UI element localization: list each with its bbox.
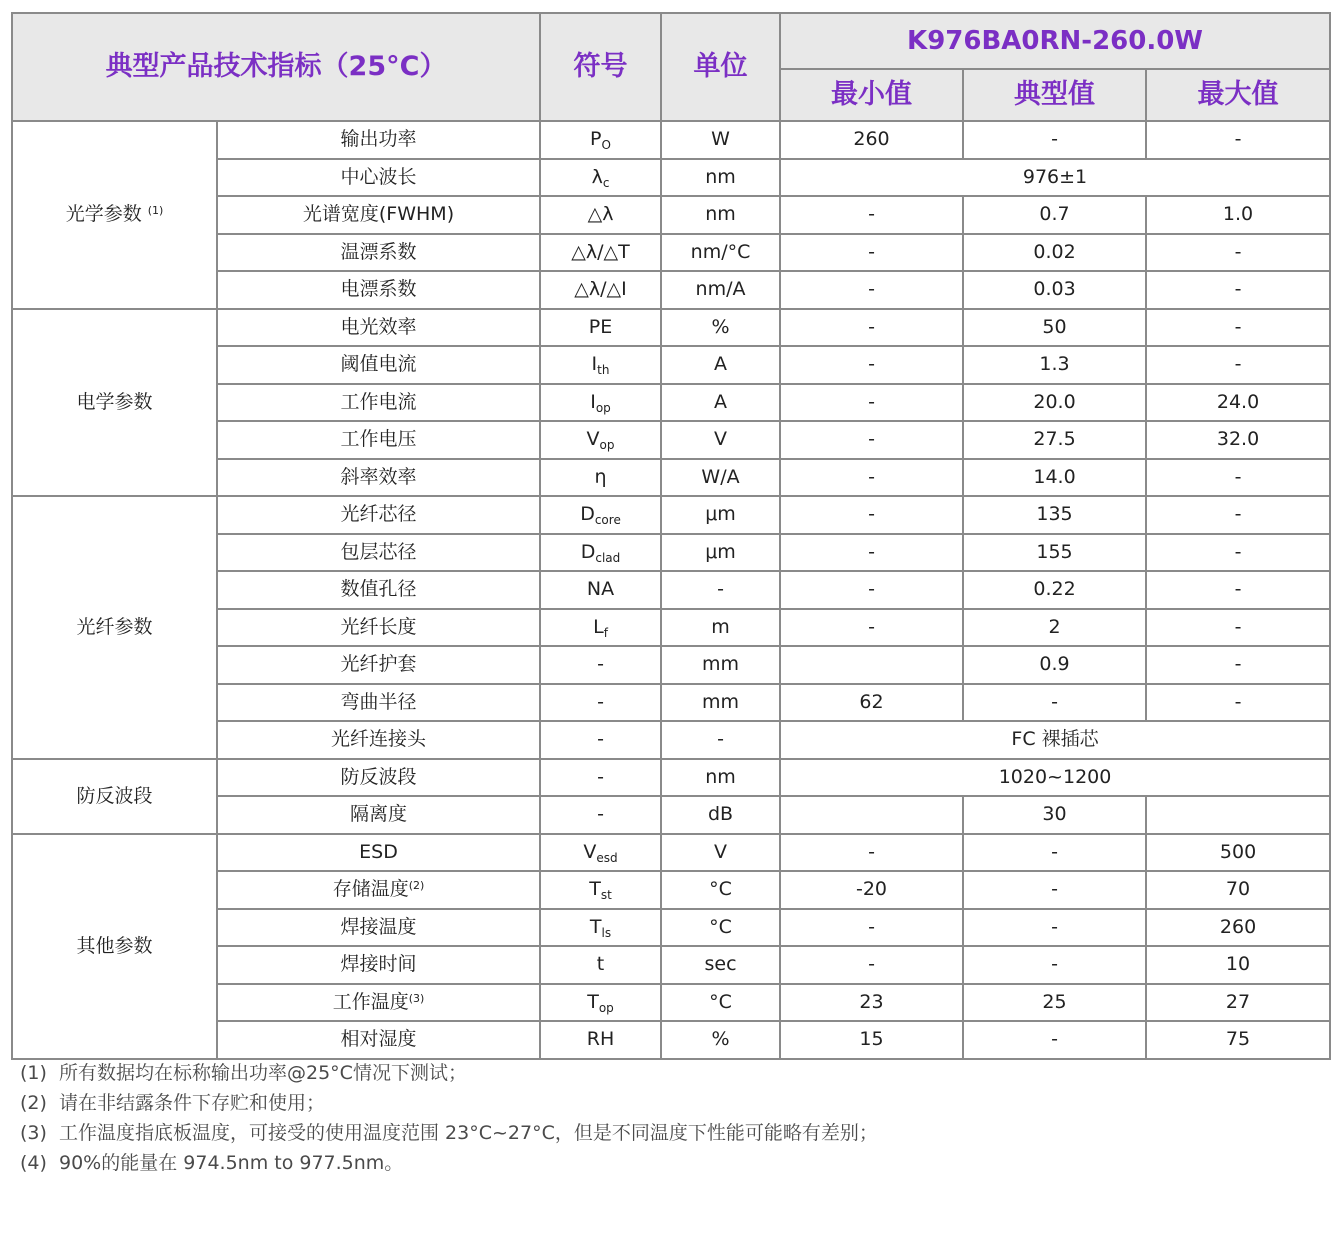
- value-max: 500: [1146, 834, 1330, 872]
- unit: V: [661, 834, 780, 872]
- unit: nm/A: [661, 271, 780, 309]
- value-max: -: [1146, 309, 1330, 347]
- unit: sec: [661, 946, 780, 984]
- param-name: [217, 646, 540, 684]
- symbol: [540, 421, 661, 459]
- symbol: [540, 234, 661, 272]
- value-typ: 27.5: [963, 421, 1146, 459]
- symbol: [540, 159, 661, 197]
- group-label: [12, 834, 217, 1059]
- value-max: -: [1146, 646, 1330, 684]
- value-max: -: [1146, 534, 1330, 572]
- header-min: 最小值: [780, 69, 963, 121]
- symbol-text: η: [594, 465, 607, 488]
- param-text: ESD: [359, 840, 398, 863]
- value-span: FC 裸插芯: [780, 721, 1330, 759]
- param-text: 光纤连接头: [331, 728, 427, 751]
- symbol-text: △λ: [587, 203, 614, 226]
- value-typ: -: [963, 1021, 1146, 1059]
- group-label: [12, 496, 217, 759]
- symbol: [540, 534, 661, 572]
- symbol-text: -: [597, 803, 604, 826]
- value-min: -: [780, 234, 963, 272]
- symbol: [540, 346, 661, 384]
- unit: V: [661, 421, 780, 459]
- value-min: -: [780, 196, 963, 234]
- param-name: [217, 421, 540, 459]
- symbol: [540, 196, 661, 234]
- param-name: [217, 871, 540, 909]
- symbol-text: I: [591, 353, 598, 376]
- footnote: [20, 1088, 878, 1118]
- unit: mm: [661, 646, 780, 684]
- symbol-subscript: esd: [596, 850, 618, 865]
- symbol-text: △λ/△I: [574, 278, 627, 301]
- symbol: [540, 721, 661, 759]
- param-name: [217, 796, 540, 834]
- group-label: [12, 759, 217, 834]
- symbol: [540, 1021, 661, 1059]
- param-name: [217, 684, 540, 722]
- symbol: [540, 571, 661, 609]
- symbol-text: D: [580, 503, 595, 526]
- param-text: 光谱宽度(FWHM): [302, 203, 455, 226]
- symbol-text: L: [593, 615, 604, 638]
- symbol-text: RH: [586, 1028, 615, 1051]
- symbol-text: I: [590, 390, 596, 413]
- symbol-text: T: [589, 915, 602, 938]
- value-max: -: [1146, 571, 1330, 609]
- symbol-subscript: f: [603, 625, 608, 640]
- unit: nm: [661, 759, 780, 797]
- value-typ: 155: [963, 534, 1146, 572]
- param-text: 防反波段: [340, 765, 417, 788]
- unit: °C: [661, 984, 780, 1022]
- value-typ: -: [963, 121, 1146, 159]
- footnote-text: 90%的能量在 974.5nm to 977.5nm。: [59, 1152, 404, 1174]
- value-max: 10: [1146, 946, 1330, 984]
- param-name: [217, 459, 540, 497]
- param-name: [217, 1021, 540, 1059]
- value-max: 70: [1146, 871, 1330, 909]
- value-min: -: [780, 346, 963, 384]
- symbol-text: -: [597, 653, 604, 676]
- param-name: [217, 721, 540, 759]
- footnote: [20, 1118, 878, 1148]
- value-typ: 0.22: [963, 571, 1146, 609]
- param-text: 电光效率: [340, 315, 417, 338]
- value-min: -20: [780, 871, 963, 909]
- symbol: [540, 121, 661, 159]
- param-name: [217, 984, 540, 1022]
- param-text: 中心波长: [340, 165, 417, 188]
- symbol: [540, 834, 661, 872]
- value-max: 75: [1146, 1021, 1330, 1059]
- symbol: [540, 871, 661, 909]
- unit: dB: [661, 796, 780, 834]
- footnote-text: 工作温度指底板温度，可接受的使用温度范围 23°C~27°C，但是不同温度下性能可能略有差别；: [59, 1122, 878, 1144]
- value-min: -: [780, 496, 963, 534]
- footnotes: [20, 1058, 878, 1178]
- table-row: [12, 834, 1330, 872]
- param-name: [217, 384, 540, 422]
- group-name: 防反波段: [76, 784, 153, 807]
- value-min: -: [780, 609, 963, 647]
- symbol-text: D: [580, 540, 596, 563]
- group-label: [12, 121, 217, 309]
- value-min: [780, 646, 963, 684]
- unit: μm: [661, 534, 780, 572]
- symbol-text: V: [583, 840, 597, 863]
- value-min: -: [780, 271, 963, 309]
- param-name: [217, 909, 540, 947]
- value-min: -: [780, 384, 963, 422]
- symbol-subscript: op: [599, 438, 615, 453]
- value-min: 62: [780, 684, 963, 722]
- symbol-text: V: [586, 428, 600, 451]
- param-name: [217, 196, 540, 234]
- unit: °C: [661, 909, 780, 947]
- value-max: -: [1146, 609, 1330, 647]
- value-typ: -: [963, 871, 1146, 909]
- param-text: 阈值电流: [340, 353, 417, 376]
- value-max: -: [1146, 346, 1330, 384]
- param-text: 光纤护套: [340, 653, 417, 676]
- table-body: [12, 121, 1330, 1059]
- param-text: 焊接温度: [340, 915, 417, 938]
- spec-table: [11, 12, 1331, 1060]
- param-text: 工作温度: [332, 990, 409, 1013]
- value-typ: 14.0: [963, 459, 1146, 497]
- unit: W/A: [661, 459, 780, 497]
- param-name: [217, 834, 540, 872]
- group-label: [12, 309, 217, 497]
- value-max: [1146, 796, 1330, 834]
- value-typ: 135: [963, 496, 1146, 534]
- symbol-text: -: [597, 728, 604, 751]
- param-name: [217, 271, 540, 309]
- symbol: [540, 984, 661, 1022]
- symbol: [540, 459, 661, 497]
- symbol: [540, 271, 661, 309]
- unit: -: [661, 721, 780, 759]
- param-text: 斜率效率: [340, 465, 417, 488]
- unit: °C: [661, 871, 780, 909]
- table-row: [12, 121, 1330, 159]
- param-name: [217, 121, 540, 159]
- symbol-text: PE: [588, 315, 613, 338]
- value-min: [780, 796, 963, 834]
- symbol: [540, 646, 661, 684]
- value-max: 1.0: [1146, 196, 1330, 234]
- symbol: [540, 384, 661, 422]
- param-text: 焊接时间: [340, 953, 417, 976]
- symbol-subscript: th: [597, 363, 610, 378]
- header-max: 最大值: [1146, 69, 1330, 121]
- symbol: [540, 309, 661, 347]
- group-name: 光学参数: [65, 203, 142, 226]
- symbol: [540, 496, 661, 534]
- value-typ: 0.03: [963, 271, 1146, 309]
- value-max: -: [1146, 271, 1330, 309]
- symbol: [540, 609, 661, 647]
- footnote-number: (1): [20, 1062, 47, 1084]
- value-max: 260: [1146, 909, 1330, 947]
- header-symbol: 符号: [540, 13, 661, 121]
- symbol-subscript: c: [602, 175, 610, 190]
- value-typ: 0.7: [963, 196, 1146, 234]
- value-typ: -: [963, 909, 1146, 947]
- unit: A: [661, 384, 780, 422]
- param-name: [217, 346, 540, 384]
- param-text: 输出功率: [340, 128, 417, 151]
- footnote: [20, 1058, 878, 1088]
- header-model: K976BA0RN-260.0W: [780, 13, 1330, 69]
- value-min: 23: [780, 984, 963, 1022]
- param-text: 相对湿度: [340, 1028, 417, 1051]
- symbol: [540, 909, 661, 947]
- param-name: [217, 571, 540, 609]
- value-typ: 50: [963, 309, 1146, 347]
- symbol-subscript: st: [600, 888, 612, 903]
- symbol-subscript: core: [594, 513, 621, 528]
- value-typ: 0.9: [963, 646, 1146, 684]
- param-name: [217, 609, 540, 647]
- footnote-number: (4): [20, 1152, 47, 1174]
- value-min: -: [780, 571, 963, 609]
- param-text: 隔离度: [350, 803, 408, 826]
- symbol-subscript: op: [595, 400, 611, 415]
- value-span: 1020~1200: [780, 759, 1330, 797]
- value-min: 260: [780, 121, 963, 159]
- unit: nm: [661, 196, 780, 234]
- value-typ: -: [963, 946, 1146, 984]
- value-typ: 30: [963, 796, 1146, 834]
- value-typ: 25: [963, 984, 1146, 1022]
- unit: nm/°C: [661, 234, 780, 272]
- symbol-text: NA: [586, 578, 615, 601]
- value-typ: 20.0: [963, 384, 1146, 422]
- symbol-subscript: ls: [601, 925, 612, 940]
- param-text: 包层芯径: [340, 540, 417, 563]
- value-min: -: [780, 909, 963, 947]
- unit: A: [661, 346, 780, 384]
- group-name: 其他参数: [76, 934, 153, 957]
- param-text: 光纤长度: [340, 615, 417, 638]
- param-footnote-ref: (2): [408, 879, 425, 893]
- group-name: 光纤参数: [76, 615, 153, 638]
- symbol-text: P: [590, 128, 602, 151]
- value-max: -: [1146, 496, 1330, 534]
- group-footnote-ref: (1): [147, 204, 164, 218]
- value-max: -: [1146, 121, 1330, 159]
- param-footnote-ref: (3): [408, 991, 425, 1005]
- param-text: 存储温度: [332, 878, 409, 901]
- symbol: [540, 796, 661, 834]
- table-row: [12, 496, 1330, 534]
- value-max: -: [1146, 459, 1330, 497]
- param-text: 温漂系数: [340, 240, 417, 263]
- value-typ: 1.3: [963, 346, 1146, 384]
- value-min: -: [780, 946, 963, 984]
- value-max: -: [1146, 234, 1330, 272]
- symbol-subscript: O: [601, 138, 611, 153]
- footnote: [20, 1148, 878, 1178]
- group-name: 电学参数: [76, 390, 153, 413]
- symbol-text: △λ/△T: [571, 240, 630, 263]
- value-min: -: [780, 834, 963, 872]
- value-max: 32.0: [1146, 421, 1330, 459]
- value-min: 15: [780, 1021, 963, 1059]
- param-text: 弯曲半径: [340, 690, 417, 713]
- param-text: 光纤芯径: [340, 503, 417, 526]
- symbol-text: -: [597, 690, 604, 713]
- param-name: [217, 234, 540, 272]
- header-unit: 单位: [661, 13, 780, 121]
- unit: mm: [661, 684, 780, 722]
- param-name: [217, 496, 540, 534]
- table-row: [12, 309, 1330, 347]
- symbol: [540, 759, 661, 797]
- footnote-text: 所有数据均在标称输出功率@25°C情况下测试；: [59, 1062, 467, 1084]
- param-name: [217, 759, 540, 797]
- table-row: [12, 759, 1330, 797]
- symbol: [540, 684, 661, 722]
- param-name: [217, 534, 540, 572]
- symbol: [540, 946, 661, 984]
- value-max: 24.0: [1146, 384, 1330, 422]
- param-text: 工作电流: [340, 390, 417, 413]
- symbol-text: T: [589, 878, 601, 901]
- unit: nm: [661, 159, 780, 197]
- unit: -: [661, 571, 780, 609]
- unit: %: [661, 1021, 780, 1059]
- param-name: [217, 159, 540, 197]
- value-min: -: [780, 421, 963, 459]
- value-max: -: [1146, 684, 1330, 722]
- unit: m: [661, 609, 780, 647]
- value-typ: -: [963, 834, 1146, 872]
- header-typ: 典型值: [963, 69, 1146, 121]
- symbol-subscript: op: [598, 1000, 614, 1015]
- value-typ: -: [963, 684, 1146, 722]
- unit: W: [661, 121, 780, 159]
- value-min: -: [780, 309, 963, 347]
- symbol-text: λ: [591, 165, 603, 188]
- param-text: 数值孔径: [340, 578, 417, 601]
- param-text: 电漂系数: [340, 278, 417, 301]
- footnote-number: (3): [20, 1122, 47, 1144]
- value-typ: 0.02: [963, 234, 1146, 272]
- value-max: 27: [1146, 984, 1330, 1022]
- unit: %: [661, 309, 780, 347]
- param-name: [217, 946, 540, 984]
- symbol-text: t: [596, 953, 605, 976]
- param-text: 工作电压: [340, 428, 417, 451]
- value-typ: 2: [963, 609, 1146, 647]
- value-min: -: [780, 534, 963, 572]
- symbol-text: T: [587, 990, 599, 1013]
- value-span: 976±1: [780, 159, 1330, 197]
- symbol-subscript: clad: [595, 550, 621, 565]
- param-name: [217, 309, 540, 347]
- unit: μm: [661, 496, 780, 534]
- symbol-text: -: [597, 765, 604, 788]
- header-title: 典型产品技术指标（25°C）: [12, 13, 540, 121]
- value-min: -: [780, 459, 963, 497]
- footnote-text: 请在非结露条件下存贮和使用；: [59, 1092, 326, 1114]
- footnote-number: (2): [20, 1092, 47, 1114]
